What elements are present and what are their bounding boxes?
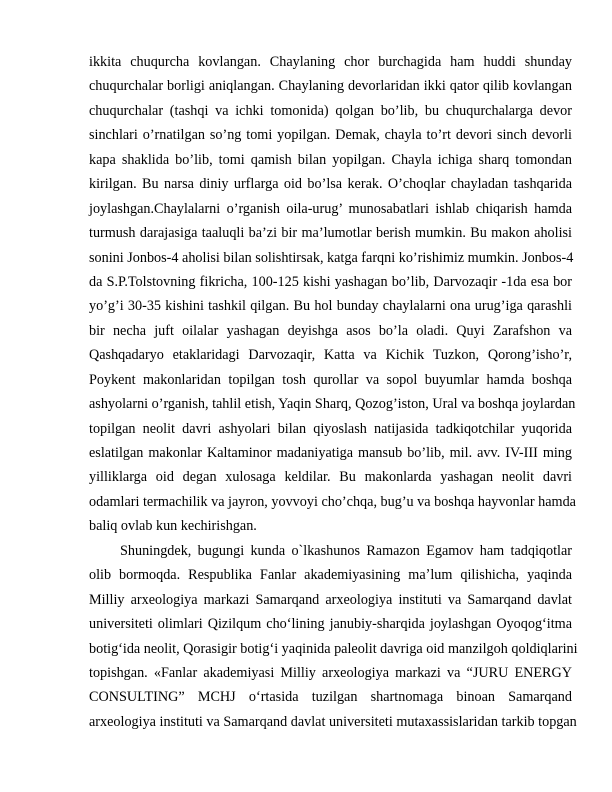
text-line: botigʻida neolit, Qorasigir botigʻi yaqinida paleolit davriga oid manzilgoh qoldiqlarini bbox=[89, 640, 578, 657]
text-line: joylashgan.Chaylalarni o’rganish oila-urug’ munosabatlari ishlab chiqarish hamda bbox=[89, 200, 572, 217]
text-line: bir necha juft oilalar yashagan deyishga asos bo’la oladi. Quyi Zarafshon va bbox=[89, 322, 572, 339]
body-text bbox=[89, 50, 578, 734]
text-line: kirilgan. Bu narsa diniy urflarga oid bo’lsa kerak. O’choqlar chayladan tashqarida bbox=[89, 176, 572, 193]
text-line: Poykent makonlaridan topilgan tosh qurollar va sopol buyumlar hamda boshqa bbox=[89, 371, 572, 388]
paragraph-end-line: baliq ovlab kun kechirishgan. bbox=[89, 518, 257, 535]
text-line: CONSULTING” MCHJ oʻrtasida tuzilgan shartnomaga binoan Samarqand bbox=[89, 689, 572, 706]
text-line: olib bormoqda. Respublika Fanlar akademiyasining maʼlum qilishicha, yaqinda bbox=[89, 567, 572, 584]
text-line: ashyolarni o’rganish, tahlil etish, Yaqin Sharq, Qozog’iston, Ural va boshqa joylardan bbox=[89, 396, 576, 413]
text-line: Milliy arxeologiya markazi Samarqand arxeologiya instituti va Samarqand davlat bbox=[89, 591, 572, 608]
text-line: odamlari termachilik va jayron, yovvoyi cho’chqa, bug’u va boshqa hayvonlar hamda bbox=[89, 493, 576, 510]
text-line: topilgan neolit davri ashyolari bilan qiyoslash natijasida tadkiqotchilar yuqorida bbox=[89, 420, 572, 437]
text-line: Qashqadaryo etaklaridagi Darvozaqir, Katta va Kichik Tuzkon, Qorong’isho’r, bbox=[89, 347, 572, 364]
text-line: topishgan. «Fanlar akademiyasi Milliy arxeologiya markazi va “JURU ENERGY bbox=[89, 664, 572, 681]
text-line: sonini Jonbos-4 aholisi bilan solishtirsak, katga farqni ko’rishimiz mumkin. Jonbos-4 bbox=[89, 249, 574, 266]
paragraph-start-line: Shuningdek, bugungi kunda o`lkashunos Ramazon Egamov ham tadqiqotlar bbox=[120, 542, 572, 559]
text-line: yilliklarga oid degan xulosaga keldilar. Bu makonlarda yashagan neolit davri bbox=[89, 469, 572, 486]
text-line: chuqurchalar (tashqi va ichki tomonida) qolgan bo’lib, bu chuqurchalarga devor bbox=[89, 102, 572, 119]
text-line: arxeologiya instituti va Samarqand davlat universiteti mutaxassislaridan tarkib topgan bbox=[89, 713, 577, 730]
text-line: chuqurchalar borligi aniqlangan. Chaylaning devorlaridan ikki qator qilib kovlangan bbox=[89, 78, 572, 95]
text-line: da S.P.Tolstovning fikricha, 100-125 kishi yashagan bo’lib, Darvozaqir -1da esa bor bbox=[89, 273, 572, 290]
text-line: kapa shaklida bo’lib, tomi qamish bilan yopilgan. Chayla ichiga sharq tomondan bbox=[89, 151, 572, 168]
text-line: turmush darajasiga taaluqli ba’zi bir ma’lumotlar berish mumkin. Bu makon aholisi bbox=[89, 225, 572, 242]
text-line: sinchlari o’rnatilgan so’ng tomi yopilgan. Demak, chayla to’rt devori sinch devorli bbox=[89, 127, 572, 144]
text-line: ikkita chuqurcha kovlangan. Chaylaning chor burchagida ham huddi shunday bbox=[89, 54, 572, 70]
text-line: yo’g’i 30-35 kishini tashkil qilgan. Bu hol bunday chaylalarni ona urug’iga qarashli bbox=[89, 298, 572, 315]
text-line: universiteti olimlari Qizilqum choʻlining janubiy-sharqida joylashgan Oyoqogʻitma bbox=[89, 616, 572, 633]
text-line: eslatilgan makonlar Kaltaminor madaniyatiga mansub bo’lib, mil. avv. IV-III ming bbox=[89, 445, 572, 461]
